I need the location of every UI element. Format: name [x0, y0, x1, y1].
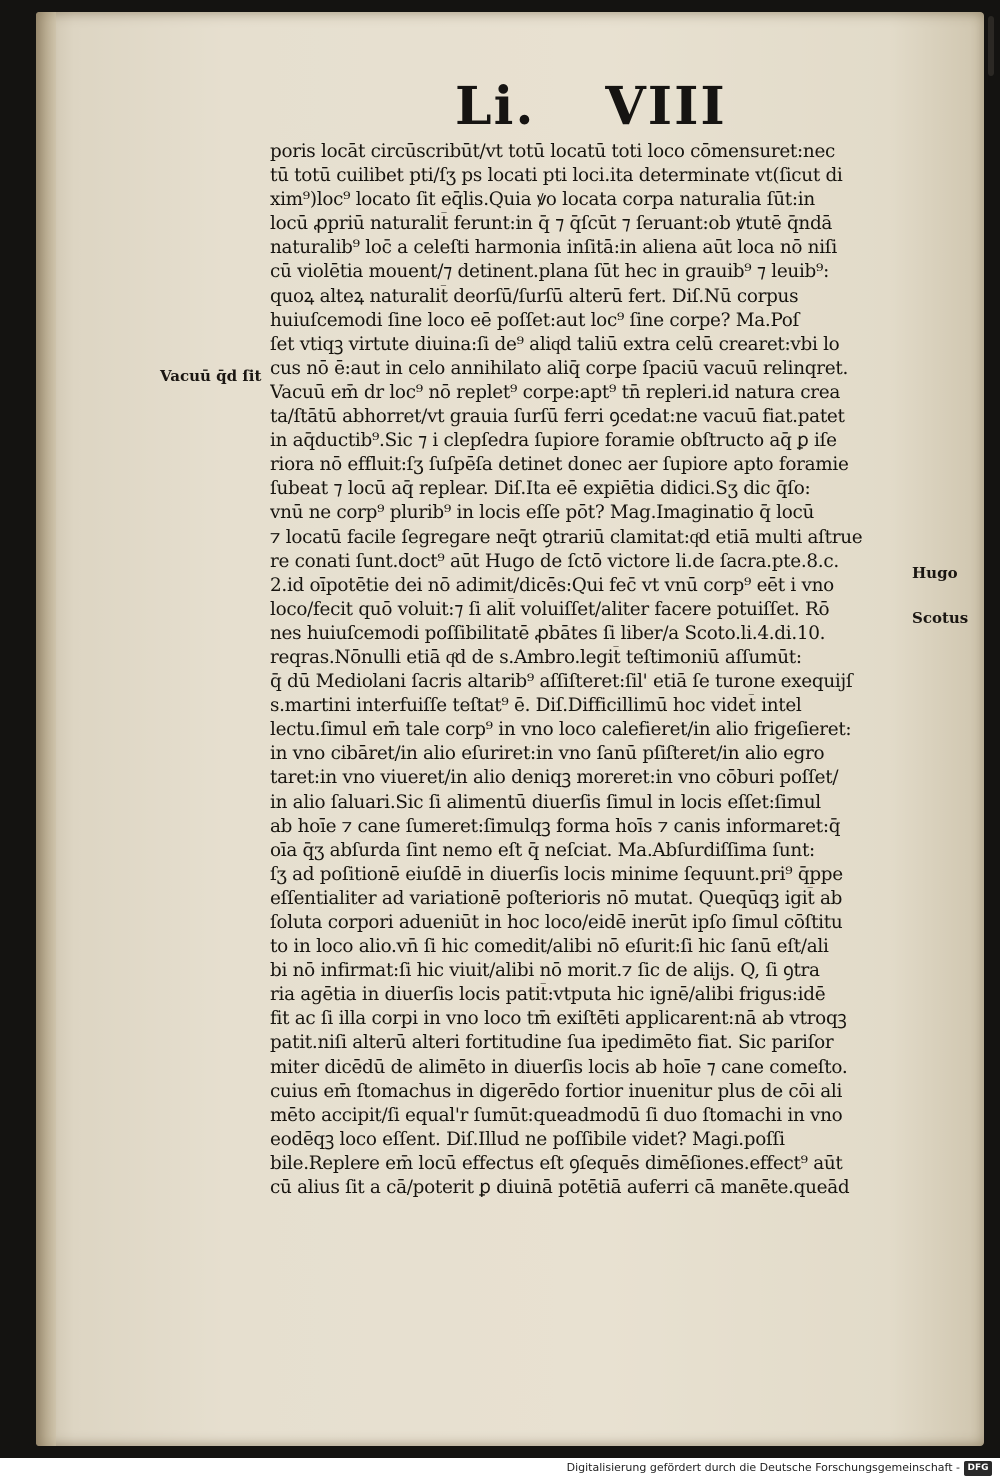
text-line: in vno cibāret/in alio eſuriret:in vno ſanū pſiſteret/in alio egro [270, 743, 825, 765]
text-line: fit ac ſi illa corpi in vno loco tm̄ exiſtēti applicarent:nā ab vtroqꝫ [270, 1008, 847, 1030]
text-line: eodēqꝫ loco eſſent. Diſ.Illud ne poſſibile videt? Magi.poſſi [270, 1128, 785, 1150]
text-line: patit.niſi alterū alteri fortitudine ſua ipedimēto fiat. Sic pariſor [270, 1032, 834, 1054]
text-line: xim⁹)loc⁹ locato ſit eq̄lis.Quia ꝟo locata corpa naturalia ſūt:in [270, 189, 815, 211]
text-line: in alio ſaluari.Sic ſi alimentū diuerſis ſimul in locis eſſet:ſimul [270, 791, 821, 813]
text-line: ab hoīe ⁊ cane ſumeret:ſimulqꝫ forma hoīs ⁊ canis informaret:q̄ [270, 815, 841, 837]
text-line: 2.id oīpotētie dei nō adimit/dicēs:Qui fec̄ vt vnū corp⁹ eēt i vno [270, 574, 834, 596]
text-line: miter dicēdū de alimēto in diuerſis locis ab hoīe ⁊ cane comeſto. [270, 1056, 848, 1078]
page-gutter-shadow [36, 12, 56, 1446]
text-line: lectu.ſimul em̄ tale corp⁹ in vno loco calefieret/in alio frigeſieret: [270, 719, 852, 741]
text-line: ria agētia in diuerſis locis patit̄:vtputa hic ignē/alibi frigus:idē [270, 984, 826, 1006]
footer-bar [0, 1458, 1000, 1480]
text-line: cus nō ē:aut in celo annihilato aliq̄ corpe ſpaciū vacuū relinqret. [270, 357, 848, 379]
text-line: re conati ſunt.doct⁹ aūt Hugo de ſctō victore li.de ſacra.pte.8.c. [270, 550, 839, 572]
running-head [455, 76, 727, 137]
text-line: ⁊ locatū facile ſegregare neq̄t ꝯtrariū clamitat:qͦd etiā multi aſtrue [270, 526, 863, 548]
text-line: q̄ dū Mediolani ſacris altarib⁹ aſſiſteret:ſil' etiā ſe turone exequijſ [270, 671, 853, 693]
text-line: oīa q̄ʒ abſurda ſint nemo eſt q̄ neſciat. Ma.Abſurdiſſima ſunt: [270, 839, 815, 861]
text-line: naturalib⁹ loc̄ a celeſti harmonia inſitā:in aliena aūt loca nō niſi [270, 237, 837, 259]
margin-note-hugo: Hugo [912, 564, 958, 582]
running-head-book: Li. [455, 76, 536, 137]
text-line: riora nō effluit:ſʒ ſuſpēſa detinet donec aer ſupiore apto foramie [270, 454, 849, 476]
text-line: ta/ſtātū abhorret/vt grauia ſurſū ferri ꝯcedat:ne vacuū fiat.patet [270, 406, 845, 428]
text-line: to in loco alio.vn̄ ſi hic comedit/alibi nō eſurit:ſi hic ſanū eſt/ali [270, 936, 829, 958]
text-line: mēto accipit/ſi equal'r ſumūt:queadmodū ſi duo ſtomachi in vno [270, 1104, 843, 1126]
text-line: loco/fecit quō voluit:⁊ ſi alit̄ voluiſſet/aliter facere potuiſſet. Rō [270, 598, 830, 620]
text-line: cuius em̄ ſtomachus in digerēdo fortior inuenitur plus de cōi ali [270, 1080, 843, 1102]
text-line: in aq̄ductib⁹.Sic ⁊ i clepſedra ſupiore foramie obſtructo aq̄ ꝑ iſe [270, 430, 837, 452]
text-line: Vacuū em̄ dr loc⁹ nō replet⁹ corpe:apt⁹ tn̄ repleri.id natura crea [270, 381, 841, 403]
text-line: cū violētia mouent/⁊ detinent.plana ſūt hec in grauib⁹ ⁊ leuib⁹: [270, 261, 829, 283]
text-line: poris locāt circūscribūt/vt totū locatū toti loco cōmensuret:nec [270, 141, 836, 162]
text-line: ſʒ ad poſitionē eiuſdē in diuerſis locis minime ſequunt.pri⁹ q̄ppe [270, 863, 843, 885]
margin-note-vacuum: Vacuū q̄d ſit [160, 367, 262, 385]
text-line: ſubeat ⁊ locū aq̄ replear. Diſ.Ita eē expiētia didici.Sʒ dic q̄ſo: [270, 478, 811, 500]
text-line: locū ꝓpriū naturalit̄ ferunt:in q̄ ⁊ q̄ſcūt ⁊ ſeruant:ob ꝟtutē q̄ndā [270, 213, 833, 235]
text-line: quoꝝ alteꝝ naturalit̄ deorſū/ſurſū alterū fert. Diſ.Nū corpus [270, 285, 799, 307]
text-line: reqras.Nōnulli etiā qͦd de s.Ambro.legit̄ teſtimoniū aſſumūt: [270, 646, 802, 668]
margin-note-scotus: Scotus [912, 609, 969, 627]
text-line: bile.Replere em̄ locū effectus eſt ꝯſequēs dimēſiones.effect⁹ aūt [270, 1152, 843, 1174]
funding-note: Digitalisierung gefördert durch die Deutsche Forschungsgemeinschaft - [566, 1461, 960, 1474]
text-line: vnū ne corp⁹ plurib⁹ in locis eſſe pōt? Mag.Imaginatio q̄ locū [270, 502, 815, 524]
text-line: bi nō infirmat:ſi hic viuit/alibi nō morit.⁊ ſic de alijs. Q, ſi ꝯtra [270, 960, 820, 982]
text-line: ſoluta corpori adueniūt in hoc loco/eidē inerūt ipſo ſimul cōſtitu [270, 912, 843, 933]
text-line: ſet vtiqꝫ virtute diuina:ſi de⁹ aliqͦd taliū extra celū crearet:vbi lo [270, 333, 840, 355]
text-line: taret:in vno viueret/in alio deniqꝫ moreret:in vno cōburi poſſet/ [270, 767, 839, 789]
text-line: cū alius ſit a cā/poterit ꝑ diuinā potētiā auferri cā manēte.queād [270, 1177, 850, 1199]
body-text [270, 140, 910, 1200]
scrollbar-thumb[interactable] [988, 16, 994, 76]
text-line: s.martini interfuiſſe teſtat⁹ ē. Diſ.Difficillimū hoc videt̄ intel [270, 695, 802, 717]
running-head-number: VIII [605, 76, 727, 137]
text-line: huiuſcemodi ſine loco eē poſſet:aut loc⁹ ſine corpe? Ma.Poſ [270, 309, 800, 331]
text-line: nes huiuſcemodi poſſibilitatē ꝓbātes ſi liber/a Scoto.li.4.di.10. [270, 622, 826, 644]
dfg-logo: DFG [964, 1461, 992, 1476]
text-line: eſſentialiter ad variationē poſterioris nō mutat. Queqūqꝫ igit̄ ab [270, 887, 843, 909]
text-line: tū totū cuilibet pti/ſʒ ps locati pti loci.ita determinate vt(ſicut di [270, 165, 843, 187]
